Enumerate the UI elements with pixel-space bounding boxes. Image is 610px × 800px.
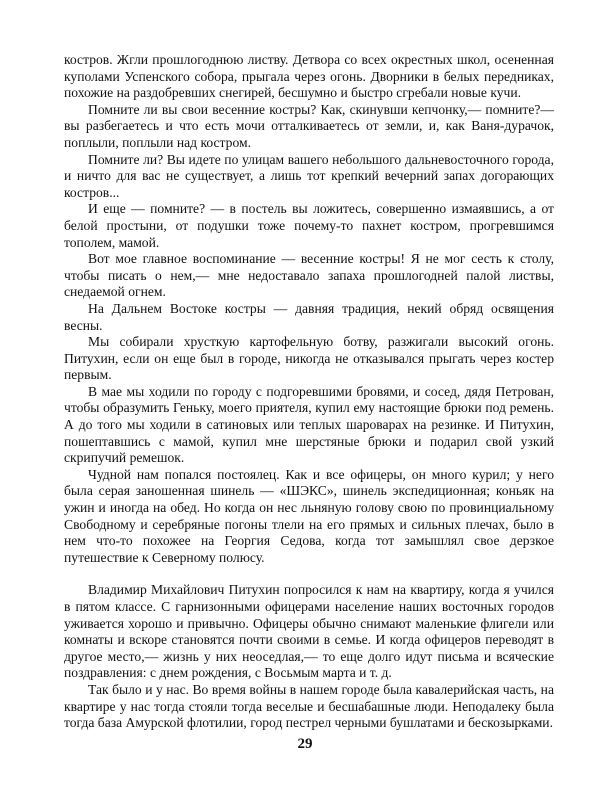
paragraph-9: Чудной нам попался постоялец. Как и все офицеры, он много курил; у него была серая заношенная шинель — «ШЭКС», шинель экспедиционная; коньяк на ужин и иногда на обед. Но когда он нес льняную голову свою по провинциальному Свободному и серебряные погоны тлели на его прямых и сильных плечах, было в нем что-то похожее на Георгия Седова, когда тот замышлял свое дерзкое путешествие к Северному полюсу. <box>64 466 554 565</box>
paragraph-10: Владимир Михайлович Питухин попросился к нам на квартиру, когда я учился в пятом классе. С гарнизонными офицерами население наших восточных городов уживается хорошо и привычно. Офицеры обычно снимают маленькие флигели или комнаты и вскоре становятся почти своими в семье. И когда офицеров переводят в другое место,— жизнь у них неоседлая,— то еще долго идут письма и всяческие поздравления: с днем рождения, с Восьмым марта и т. д. <box>64 582 554 681</box>
paragraph-6: На Дальнем Востоке костры — давняя традиция, некий обряд освящения весны. <box>64 300 554 333</box>
page-number: 29 <box>297 736 313 752</box>
paragraph-4: И еще — помните? — в постель вы ложитесь, совершенно измаявшись, а от белой простыни, от подушки тоже почему-то пахнет костром, прогревшимся тополем, мамой. <box>64 201 554 250</box>
paragraph-5: Вот мое главное воспоминание — весенние костры! Я не мог сесть к столу, чтобы писать о нем,— мне недоставало запаха прошлогодней палой листвы, снедаемой огнем. <box>64 251 554 300</box>
paragraph-3: Помните ли? Вы идете по улицам вашего небольшого дальневосточного города, и ничто для вас не существует, а лишь тот крепкий вечерний запах догорающих костров... <box>64 151 554 200</box>
paragraph-11: Так было и у нас. Во время войны в нашем городе была кавалерийская часть, на квартире у нас тогда стояли тогда веселые и бесшабашные люди. Неподалеку была тогда база Амурской флотилии, город пестрел черными бушлатами и бескозырками. <box>64 681 554 731</box>
paragraph-7: Мы собирали хрусткую картофельную ботву, разжигали высокий огонь. Питухин, если он еще был в городе, никогда не отказывался прыгать через костер первым. <box>64 334 554 383</box>
paragraph-1: костров. Жгли прошлогоднюю листву. Детвора со всех окрестных школ, осененная куполами Успенского собора, прыгала через огонь. Дворники в белых передниках, похожие на раздобревших снегирей, бесшумно и быстро сгребали новые кучи. <box>64 52 554 101</box>
page-text <box>64 52 554 732</box>
paragraph-2: Помните ли вы свои весенние костры? Как, скинувши кепчонку,— помните?— вы разбегаетесь и что есть мочи отталкиваетесь от земли, и, как Ваня-дурачок, поплыли, поплыли над костром. <box>64 101 554 150</box>
paragraph-8: В мае мы ходили по городу с подгоревшими бровями, и сосед, дядя Петрован, чтобы образумить Геньку, моего приятеля, купил ему настоящие брюки под ремень. А до того мы ходили в сатиновых или теплых шароварах на резинке. И Питухин, пошептавшись с мамой, купил мне шерстяные брюки и подарил свой узкий скрипучий ремешок. <box>64 383 554 466</box>
